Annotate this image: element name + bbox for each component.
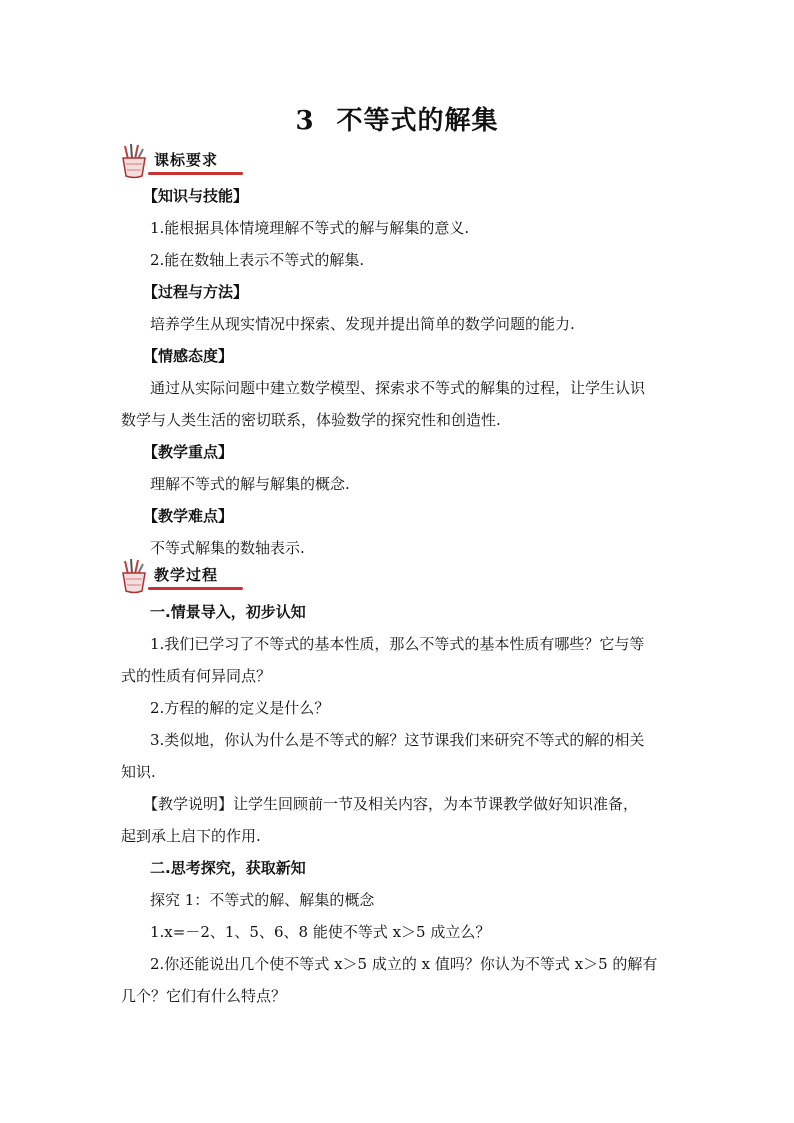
text-line: 知识. — [121, 763, 156, 781]
text-line: 1.我们已学习了不等式的基本性质，那么不等式的基本性质有哪些？它与等 — [150, 635, 645, 653]
text-line: 2.能在数轴上表示不等式的解集. — [150, 251, 365, 269]
heading-process: 【过程与方法】 — [143, 283, 249, 301]
text-line: 理解不等式的解与解集的概念. — [150, 475, 350, 493]
text-line: 通过从实际问题中建立数学模型、探索求不等式的解集的过程，让学生认识 — [150, 379, 646, 397]
text-line: 数学与人类生活的密切联系，体验数学的探究性和创造性. — [121, 411, 501, 429]
text-line: 不等式解集的数轴表示. — [150, 539, 305, 557]
section-label: 课标要求 — [154, 151, 219, 169]
section-underline — [148, 587, 243, 590]
title-number: 3 — [295, 106, 315, 136]
text-line: 式的性质有何异同点？ — [121, 667, 272, 685]
text-line: 起到承上启下的作用. — [121, 827, 261, 845]
pen-holder-icon — [118, 557, 152, 595]
heading-difficulties: 【教学难点】 — [143, 507, 234, 525]
pen-holder-icon — [118, 142, 152, 180]
heading-explore: 二.思考探究，获取新知 — [150, 859, 306, 877]
text-line: 2.你还能说出几个使不等式 x＞5 成立的 x 值吗？你认为不等式 x＞5 的解有 — [150, 955, 658, 973]
page-title — [0, 100, 794, 137]
text-line: 探究 1：不等式的解、解集的概念 — [150, 891, 375, 909]
section-underline — [148, 172, 243, 175]
text-line: 2.方程的解的定义是什么？ — [150, 699, 330, 717]
text-line: 几个？它们有什么特点？ — [121, 987, 287, 1005]
teaching-note: 【教学说明】让学生回顾前一节及相关内容，为本节课教学做好知识准备， — [143, 795, 639, 813]
title-text: 不等式的解集 — [336, 106, 499, 136]
section-label: 教学过程 — [154, 566, 219, 584]
text-line: 培养学生从现实情况中探索、发现并提出简单的数学问题的能力. — [150, 315, 575, 333]
heading-intro: 一.情景导入，初步认知 — [150, 603, 306, 621]
text-line: 1.能根据具体情境理解不等式的解与解集的意义. — [150, 219, 470, 237]
heading-key-points: 【教学重点】 — [143, 443, 234, 461]
section-badge-process — [118, 557, 243, 597]
text-line: 1.x=－2、1、5、6、8 能使不等式 x＞5 成立么？ — [150, 923, 491, 941]
heading-knowledge: 【知识与技能】 — [143, 187, 249, 205]
text-line: 3.类似地，你认为什么是不等式的解？这节课我们来研究不等式的解的相关 — [150, 731, 645, 749]
section-badge-course — [118, 142, 243, 182]
heading-attitude: 【情感态度】 — [143, 347, 234, 365]
